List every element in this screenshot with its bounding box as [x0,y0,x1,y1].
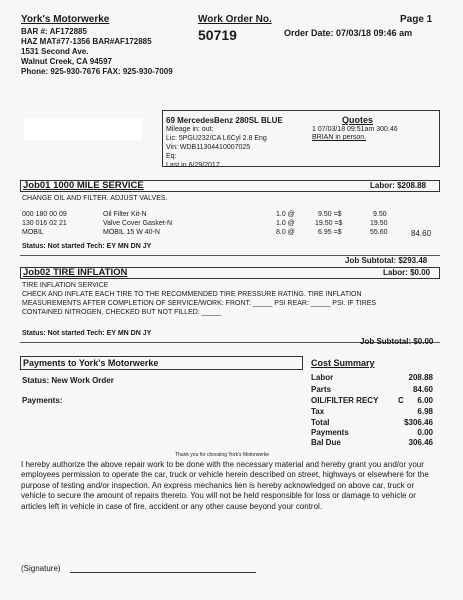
job1-subtotal: Job Subtotal: $293.48 [345,256,428,265]
shop-bar-number: BAR #: AF172885 [21,27,87,36]
job1-part-description: Oil Filter Kit-N [103,211,147,218]
cost-payments-label: Payments [311,428,349,437]
cost-balance-value: 306.46 [408,438,433,447]
job1-part-number: 000 180 00 09 [22,211,67,218]
job1-part-price: 6.95 =$ [318,229,342,236]
job1-part-qty: 1.0 @ [276,211,295,218]
job2-description-line: CONTAINED NITROGEN, CHECKED BUT NOT FILLED: _____ [22,309,222,316]
cost-summary-title: Cost Summary [311,358,375,368]
cost-fee-value: 6.00 [417,396,433,405]
cost-labor-label: Labor [311,373,334,382]
vehicle-title: 69 MercedesBenz 280SL BLUE [166,116,283,125]
vehicle-mileage: Mileage in: out: [166,126,214,133]
cost-tax-label: Tax [311,407,325,416]
job1-part-description: Valve Cover Gasket-N [103,220,173,227]
signature-label: (Signature) [21,564,61,573]
vehicle-last-visit: Last in 6/29/2017 [166,162,220,169]
customer-redaction [24,118,142,140]
job1-labor: Labor: $208.88 [370,181,427,190]
job2-subtotal: Job Subtotal: $0.00 [360,337,434,346]
job1-part-qty: 1.0 @ [276,220,295,227]
job2-description-line: TIRE INFLATION SERVICE [22,282,109,289]
cost-parts-value: 84.60 [412,385,433,394]
job2-labor: Labor: $0.00 [383,268,431,277]
cost-tax-value: 6.98 [417,407,433,416]
cost-fee-label: OIL/FILTER RECY [311,396,379,405]
cost-total-value: $306.46 [404,418,433,427]
job2-description-line: MEASUREMENTS AFTER COMPLETION OF SERVICE/WORK: FRONT: _____ PSI REAR: _____ PSI. IF TIRES [22,300,377,307]
vehicle-equipment: Eq: [166,153,177,160]
vehicle-info [166,116,283,170]
payments-label: Payments: [22,396,63,405]
authorization-text: I hereby authorize the above repair work to be done with the necessary material and hereby grant you and/or your employees permission to operate the car, truck or vehicle herein described on street, highways or elsewhere for the purpose of testing and/or inspection. An express mechanics lien is hereby acknowledged on above car, truck or vehicle to secure the amount of repairs thereto. You will not be held responsible for loss or damage to vehicle or articles left in vehicle in case of fire, accident or any other cause beyond your control. [21,460,429,511]
job2-status: Status: Not started Tech: EY MN DN JY [22,330,152,337]
job1-status: Status: Not started Tech: EY MN DN JY [22,243,152,250]
job1-description: CHANGE OIL AND FILTER. ADJUST VALVES. [22,195,168,202]
job1-part-price: 19.50 =$ [315,220,343,227]
cost-total-label: Total [311,418,330,427]
cost-balance-label: Bal Due [311,438,341,447]
thank-you-note: Thank you for choosing York's Motorwerke [175,452,270,458]
quote-line: 1 07/03/18 09:51am 300.46 [312,126,398,133]
signature-line[interactable] [70,572,256,573]
work-order-label: Work Order No. [198,14,272,25]
job1-title: Job01 1000 MILE SERVICE [23,180,144,191]
job1-part-number: MOBIL [22,229,44,236]
payments-title: Payments to York's Motorwerke [23,358,159,368]
cost-payments-value: 0.00 [417,428,433,437]
work-order-number: 50719 [198,27,237,43]
job1-part-qty: 8.0 @ [276,229,295,236]
cost-fee-flag: C [398,396,404,405]
shop-hazmat-number: HAZ MAT#77-1356 BAR#AF172885 [21,37,152,46]
vehicle-vin: Vin: WDB11304410007025 [166,144,251,151]
shop-name: York's Motorwerke [21,14,110,25]
shop-address-line2: Walnut Creek, CA 94597 [21,57,112,66]
job2-description-line: CHECK AND INFLATE EACH TIRE TO THE RECOMMENDED TIRE PRESSURE RATING. TIRE INFLATION [22,291,362,298]
order-date: Order Date: 07/03/18 09:46 am [284,28,413,38]
cost-parts-label: Parts [311,385,332,394]
quote-requested-by: BRIAN in person. [312,134,367,141]
cost-labor-value: 208.88 [408,373,433,382]
job1-part-number: 130 016 02 21 [22,220,67,227]
job1-part-price: 9.50 =$ [318,211,342,218]
job1-part-total: 9.50 [373,211,387,218]
job1-part-description: MOBIL 15 W 40-N [103,229,160,236]
job2-title: Job02 TIRE INFLATION [23,267,128,278]
shop-phone: Phone: 925-930-7676 FAX: 925-930-7009 [21,67,173,76]
job1-part-total: 19.50 [370,220,388,227]
shop-address-line1: 1531 Second Ave. [21,47,89,56]
quotes-title: Quotes [342,115,374,125]
job1-parts-total: 84.60 [411,229,432,238]
page-number: Page 1 [400,14,433,25]
vehicle-license: Lic: 5PGU232/CA L6Cyl 2.8 Eng [166,135,267,142]
work-order-status: Status: New Work Order [22,376,114,385]
job1-part-total: 55.60 [370,229,388,236]
